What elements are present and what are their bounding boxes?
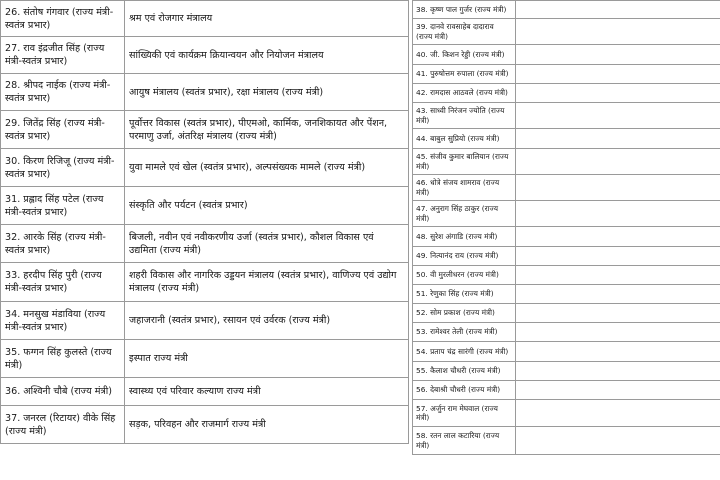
minister-name-cell: 26. संतोष गंगवार (राज्य मंत्री-स्वतंत्र प्रभार)	[1, 1, 125, 37]
ministry-cell: श्रम एवं रोजगार मंत्रालय	[125, 1, 409, 37]
ministry-cell	[516, 266, 720, 285]
table-row	[413, 227, 720, 247]
ministry-cell	[516, 227, 720, 247]
table-row	[413, 285, 720, 304]
minister-name-cell: 36. अश्विनी चौबे (राज्य मंत्री)	[1, 378, 125, 406]
table-row	[1, 111, 409, 149]
table-row	[413, 175, 720, 201]
ministry-cell	[516, 247, 720, 266]
table-row	[1, 263, 409, 302]
ministry-cell	[516, 323, 720, 342]
table-row	[413, 342, 720, 362]
ministers-table-right	[412, 0, 720, 455]
ministry-cell: शहरी विकास और नागरिक उड्डयन मंत्रालय (स्वतंत्र प्रभार), वाणिज्य एवं उद्योग मंत्रालय (राज्य मंत्री)	[125, 263, 409, 302]
minister-name-cell: 48. सुरेश अंगाडि (राज्य मंत्री)	[413, 227, 516, 247]
minister-name-cell: 28. श्रीपद नाईक (राज्य मंत्री-स्वतंत्र प्रभार)	[1, 74, 125, 111]
table-row	[413, 1, 720, 19]
minister-name-cell: 33. हरदीप सिंह पुरी (राज्य मंत्री-स्वतंत्र प्रभार)	[1, 263, 125, 302]
table-row	[413, 201, 720, 227]
minister-name-cell: 29. जितेंद्र सिंह (राज्य मंत्री-स्वतंत्र प्रभार)	[1, 111, 125, 149]
ministry-cell	[516, 400, 720, 427]
minister-name-cell: 45. संजीव कुमार बालियान (राज्य मंत्री)	[413, 149, 516, 175]
minister-name-cell: 50. वी मुरलीधरन (राज्य मंत्री)	[413, 266, 516, 285]
ministry-cell	[516, 45, 720, 65]
minister-name-cell: 46. धोत्रे संजय शामराव (राज्य मंत्री)	[413, 175, 516, 201]
table-row	[413, 381, 720, 400]
minister-name-cell: 42. रामदास आठवले (राज्य मंत्री)	[413, 84, 516, 103]
ministry-cell	[516, 149, 720, 175]
table-row	[413, 129, 720, 149]
minister-name-cell: 47. अनुराग सिंह ठाकुर (राज्य मंत्री)	[413, 201, 516, 227]
table-row	[413, 19, 720, 45]
minister-name-cell: 56. देबाश्री चौधरी (राज्य मंत्री)	[413, 381, 516, 400]
minister-name-cell: 51. रेणुका सिंह (राज्य मंत्री)	[413, 285, 516, 304]
minister-name-cell: 31. प्रह्लाद सिंह पटेल (राज्य मंत्री-स्वतंत्र प्रभार)	[1, 187, 125, 225]
table-row	[413, 247, 720, 266]
table-row	[413, 266, 720, 285]
table-row	[1, 340, 409, 378]
ministry-cell: युवा मामले एवं खेल (स्वतंत्र प्रभार), अल्पसंख्यक मामले (राज्य मंत्री)	[125, 149, 409, 187]
table-row	[1, 378, 409, 406]
table-row	[413, 103, 720, 129]
table-row	[413, 362, 720, 381]
ministry-cell	[516, 342, 720, 362]
ministry-cell: जहाजरानी (स्वतंत्र प्रभार), रसायन एवं उर्वरक (राज्य मंत्री)	[125, 302, 409, 340]
ministry-cell: सांख्यिकी एवं कार्यक्रम क्रियान्वयन और नियोजन मंत्रालय	[125, 37, 409, 74]
ministry-cell	[516, 129, 720, 149]
ministry-cell	[516, 84, 720, 103]
ministry-cell	[516, 201, 720, 227]
table-row	[1, 37, 409, 74]
minister-name-cell: 49. नित्यानंद राय (राज्य मंत्री)	[413, 247, 516, 266]
table-row	[413, 149, 720, 175]
ministry-cell: बिजली, नवीन एवं नवीकरणीय उर्जा (स्वतंत्र प्रभार), कौशल विकास एवं उद्यमिता (राज्य मंत्री)	[125, 225, 409, 263]
minister-name-cell: 27. राव इंद्रजीत सिंह (राज्य मंत्री-स्वतंत्र प्रभार)	[1, 37, 125, 74]
ministry-cell	[516, 285, 720, 304]
minister-name-cell: 40. जी. किशन रेड्डी (राज्य मंत्री)	[413, 45, 516, 65]
ministry-cell	[516, 304, 720, 323]
minister-name-cell: 35. फग्गन सिंह कुलस्ते (राज्य मंत्री)	[1, 340, 125, 378]
table-row	[1, 74, 409, 111]
minister-name-cell: 37. जनरल (रिटायर) वीके सिंह (राज्य मंत्री)	[1, 406, 125, 444]
ministry-cell: आयुष मंत्रालय (स्वतंत्र प्रभार), रक्षा मंत्रालय (राज्य मंत्री)	[125, 74, 409, 111]
table-row	[1, 302, 409, 340]
ministry-cell: संस्कृति और पर्यटन (स्वतंत्र प्रभार)	[125, 187, 409, 225]
ministry-cell	[516, 362, 720, 381]
minister-name-cell: 39. दानवे रावसाहेब दादाराव (राज्य मंत्री)	[413, 19, 516, 45]
table-row	[413, 45, 720, 65]
minister-name-cell: 38. कृष्ण पाल गुर्जर (राज्य मंत्री)	[413, 1, 516, 19]
minister-name-cell: 55. कैलाश चौधरी (राज्य मंत्री)	[413, 362, 516, 381]
minister-name-cell: 57. अर्जुन राम मेघवाल (राज्य मंत्री)	[413, 400, 516, 427]
ministry-cell: इस्पात राज्य मंत्री	[125, 340, 409, 378]
ministry-cell	[516, 19, 720, 45]
ministry-cell	[516, 175, 720, 201]
table-row	[1, 187, 409, 225]
table-row	[1, 225, 409, 263]
ministry-cell: पूर्वोत्तर विकास (स्वतंत्र प्रभार), पीएमओ, कार्मिक, जनशिकायत और पेंशन, परमाणु उर्जा, अंतरिक्ष मंत्रालय (राज्य मंत्री)	[125, 111, 409, 149]
minister-name-cell: 58. रतन लाल कटारिया (राज्य मंत्री)	[413, 427, 516, 455]
minister-name-cell: 34. मनसुख मंडाविया (राज्य मंत्री-स्वतंत्र प्रभार)	[1, 302, 125, 340]
ministry-cell	[516, 427, 720, 455]
table-row	[413, 427, 720, 455]
minister-name-cell: 53. रामेश्वर तेली (राज्य मंत्री)	[413, 323, 516, 342]
table-row	[1, 1, 409, 37]
minister-name-cell: 54. प्रताप चंद्र सारंगी (राज्य मंत्री)	[413, 342, 516, 362]
ministry-cell: सड़क, परिवहन और राजमार्ग राज्य मंत्री	[125, 406, 409, 444]
table-row	[413, 400, 720, 427]
ministry-cell	[516, 103, 720, 129]
minister-name-cell: 43. साध्वी निरंजन ज्योति (राज्य मंत्री)	[413, 103, 516, 129]
table-row	[413, 304, 720, 323]
ministry-cell: स्वास्थ्य एवं परिवार कल्याण राज्य मंत्री	[125, 378, 409, 406]
minister-name-cell: 44. बाबुल सुप्रियो (राज्य मंत्री)	[413, 129, 516, 149]
table-row	[413, 84, 720, 103]
table-row	[413, 323, 720, 342]
minister-name-cell: 30. किरण रिजिजू (राज्य मंत्री-स्वतंत्र प्रभार)	[1, 149, 125, 187]
minister-name-cell: 32. आरके सिंह (राज्य मंत्री-स्वतंत्र प्रभार)	[1, 225, 125, 263]
minister-name-cell: 41. पुरुषोत्तम रुपाला (राज्य मंत्री)	[413, 65, 516, 84]
table-row	[1, 149, 409, 187]
ministry-cell	[516, 65, 720, 84]
table-row	[1, 406, 409, 444]
table-row	[413, 65, 720, 84]
ministry-cell	[516, 1, 720, 19]
minister-name-cell: 52. सोम प्रकाश (राज्य मंत्री)	[413, 304, 516, 323]
ministry-cell	[516, 381, 720, 400]
